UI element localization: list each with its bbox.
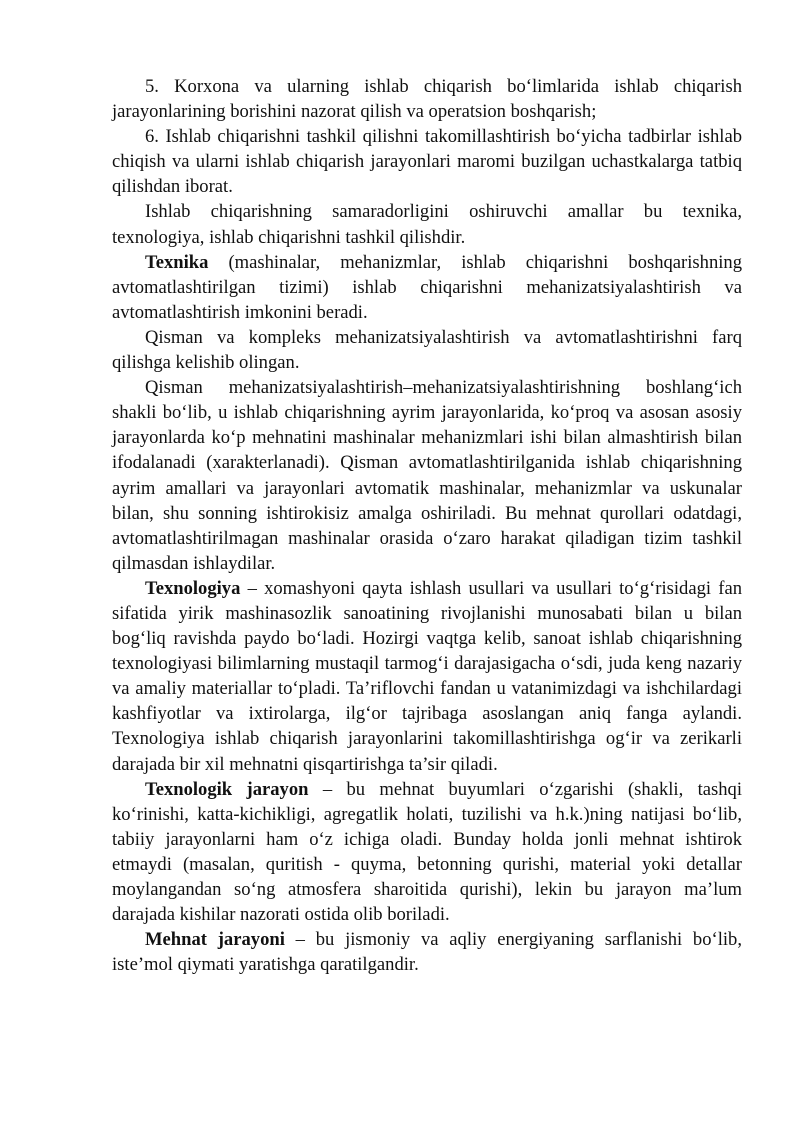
- term-texnologik-jarayon: Texnologik jarayon: [145, 778, 309, 800]
- paragraph-text: – bu jismoniy va aqliy energiyaning sarflanishi bo‘lib, iste’mol qiymati yaratishga qaratilgandir.: [112, 929, 742, 976]
- paragraph-text: – xomashyoni qayta ishlash usullari va usullari to‘g‘risidagi fan sifatida yirik mashinasozlik sanoatining rivojlanishi munosabati bilan u bilan bog‘liq ravishda paydo bo‘ladi. Hozirgi vaqtga kelib, sanoat ishlab chiqarishning texnologiyasi bilimlarning mustaqil tarmog‘i darajasigacha o‘sdi, juda keng nazariy va amaliy materiallar to‘pladi. Ta’riflovchi fandan u vatanimizdagi va ishchilardagi kashfiyotlar va ixtirolarga, ilg‘or tajribaga asoslangan aniq fanga aylandi. Texnologiya ishlab chiqarish jarayonlarini takomillashtirishga og‘ir va zerikarli darajada bir xil mehnatni qisqartirishga ta’sir qiladi.: [112, 577, 742, 775]
- paragraph-text: Qisman va kompleks mehanizatsiyalashtirish va avtomatlashtirishni farq qilishga kelishib olingan.: [112, 326, 742, 374]
- paragraph-item-6: [112, 124, 742, 199]
- paragraph-texnologik-jarayon: [112, 777, 742, 928]
- paragraph-mechanization: [112, 325, 742, 375]
- paragraph-partial-mechanization: [112, 375, 742, 576]
- paragraph-text: 6. Ishlab chiqarishni tashkil qilishni takomillashtirish bo‘yicha tadbirlar ishlab chiqish va ularni ishlab chiqarish jarayonlari maromi buzilgan uchastkalarga tatbiq qilishdan iborat.: [112, 126, 742, 198]
- paragraph-item-5: [112, 74, 742, 124]
- paragraph-text: 5. Korxona va ularning ishlab chiqarish bo‘limlarida ishlab chiqarish jarayonlarining borishini nazorat qilish va operatsion boshqarish;: [112, 76, 742, 123]
- paragraph-texnologiya: [112, 576, 742, 777]
- document-page: [112, 74, 742, 977]
- paragraph-text: (mashinalar, mehanizmlar, ishlab chiqarishni boshqarishning avtomatlashtirilgan tizimi) ishlab chiqarishni mehanizatsiyalashtirish va avtomatlashtirish imkonini beradi.: [112, 251, 742, 323]
- term-texnika: Texnika: [145, 251, 209, 273]
- paragraph-text: Qisman mehanizatsiyalashtirish–mehanizatsiyalashtirishning boshlang‘ich shakli bo‘lib, u ishlab chiqarishning ayrim jarayonlarida, ko‘proq va asosan asosiy jarayonlarda ko‘p mehnatini mashinalar mehanizmlari ishi bilan almashtirish bilan ifodalanadi (xarakterlanadi). Qisman avtomatlashtirilganida ishlab chiqarishning ayrim amallari va jarayonlari avtomatik mashinalar, mehanizmlar va uskunalar bilan, shu sonning ishtirokisiz amalga oshiriladi. Bu mehnat qurollari odatdagi, avtomatlashtirilmagan mashinalar orasida o‘zaro harakat qiladigan tizim tashkil qilmasdan ishlaydilar.: [112, 377, 742, 574]
- paragraph-text: – bu mehnat buyumlari o‘zgarishi (shakli, tashqi ko‘rinishi, katta-kichikligi, agregatlik holati, tuzilishi va h.k.)ning natijasi bo‘lib, tabiiy jarayonlarni ham o‘z ichiga oladi. Bunday holda jonli mehnat ishtirok etmaydi (masalan, quritish - quyma, betonning qurishi, material yoki detallar moylangandan so‘ng atmosfera sharoitida qurishi), lekin bu jarayon ma’lum darajada kishilar nazorati ostida olib boriladi.: [112, 778, 742, 926]
- paragraph-text: Ishlab chiqarishning samaradorligini oshiruvchi amallar bu texnika, texnologiya, ishlab chiqarishni tashkil qilishdir.: [112, 201, 742, 248]
- paragraph-efficiency: [112, 199, 742, 249]
- term-texnologiya: Texnologiya: [145, 577, 241, 599]
- paragraph-texnika: [112, 250, 742, 325]
- term-mehnat-jarayoni: Mehnat jarayoni: [145, 929, 285, 951]
- paragraph-mehnat-jarayoni: [112, 927, 742, 977]
